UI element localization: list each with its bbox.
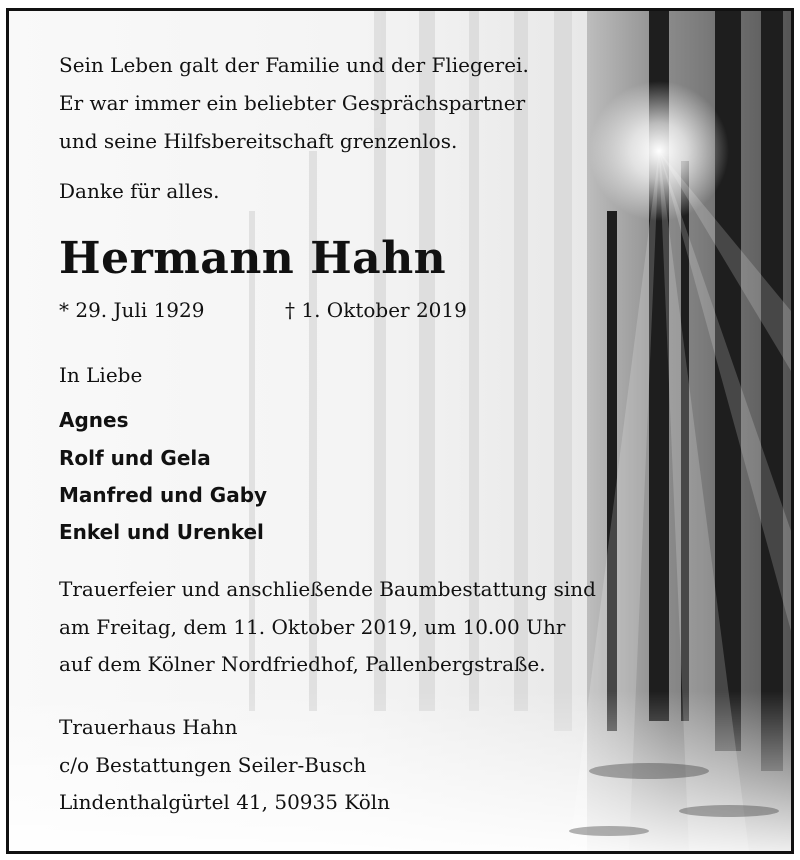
ceremony-line-1: Trauerfeier und anschließende Baumbestattung sind [59, 577, 596, 601]
address-line-3: Lindenthalgürtel 41, 50935 Köln [59, 790, 391, 814]
intro-line-3: und seine Hilfsbereitschaft grenzenlos. [59, 129, 458, 153]
mourner-name: Agnes [59, 408, 129, 432]
ceremony-line-2: am Freitag, dem 11. Oktober 2019, um 10.00 Uhr [59, 615, 566, 639]
address-line-2: c/o Bestattungen Seiler-Busch [59, 753, 367, 777]
mourner-name: Manfred und Gaby [59, 483, 268, 507]
ceremony-line-3: auf dem Kölner Nordfriedhof, Pallenbergstraße. [59, 652, 546, 676]
mourner-name: Enkel und Urenkel [59, 520, 264, 544]
deceased-name: Hermann Hahn [59, 233, 447, 284]
thanks-text: Danke für alles. [59, 179, 220, 203]
obituary-frame [6, 8, 794, 854]
address-line-1: Trauerhaus Hahn [59, 715, 238, 739]
death-date: † 1. Oktober 2019 [285, 298, 467, 322]
intro-line-1: Sein Leben galt der Familie und der Fliegerei. [59, 53, 529, 77]
mourners-heading: In Liebe [59, 363, 143, 387]
birth-date: * 29. Juli 1929 [59, 298, 205, 322]
intro-line-2: Er war immer ein beliebter Gesprächspartner [59, 91, 526, 115]
mourner-name: Rolf und Gela [59, 446, 211, 470]
